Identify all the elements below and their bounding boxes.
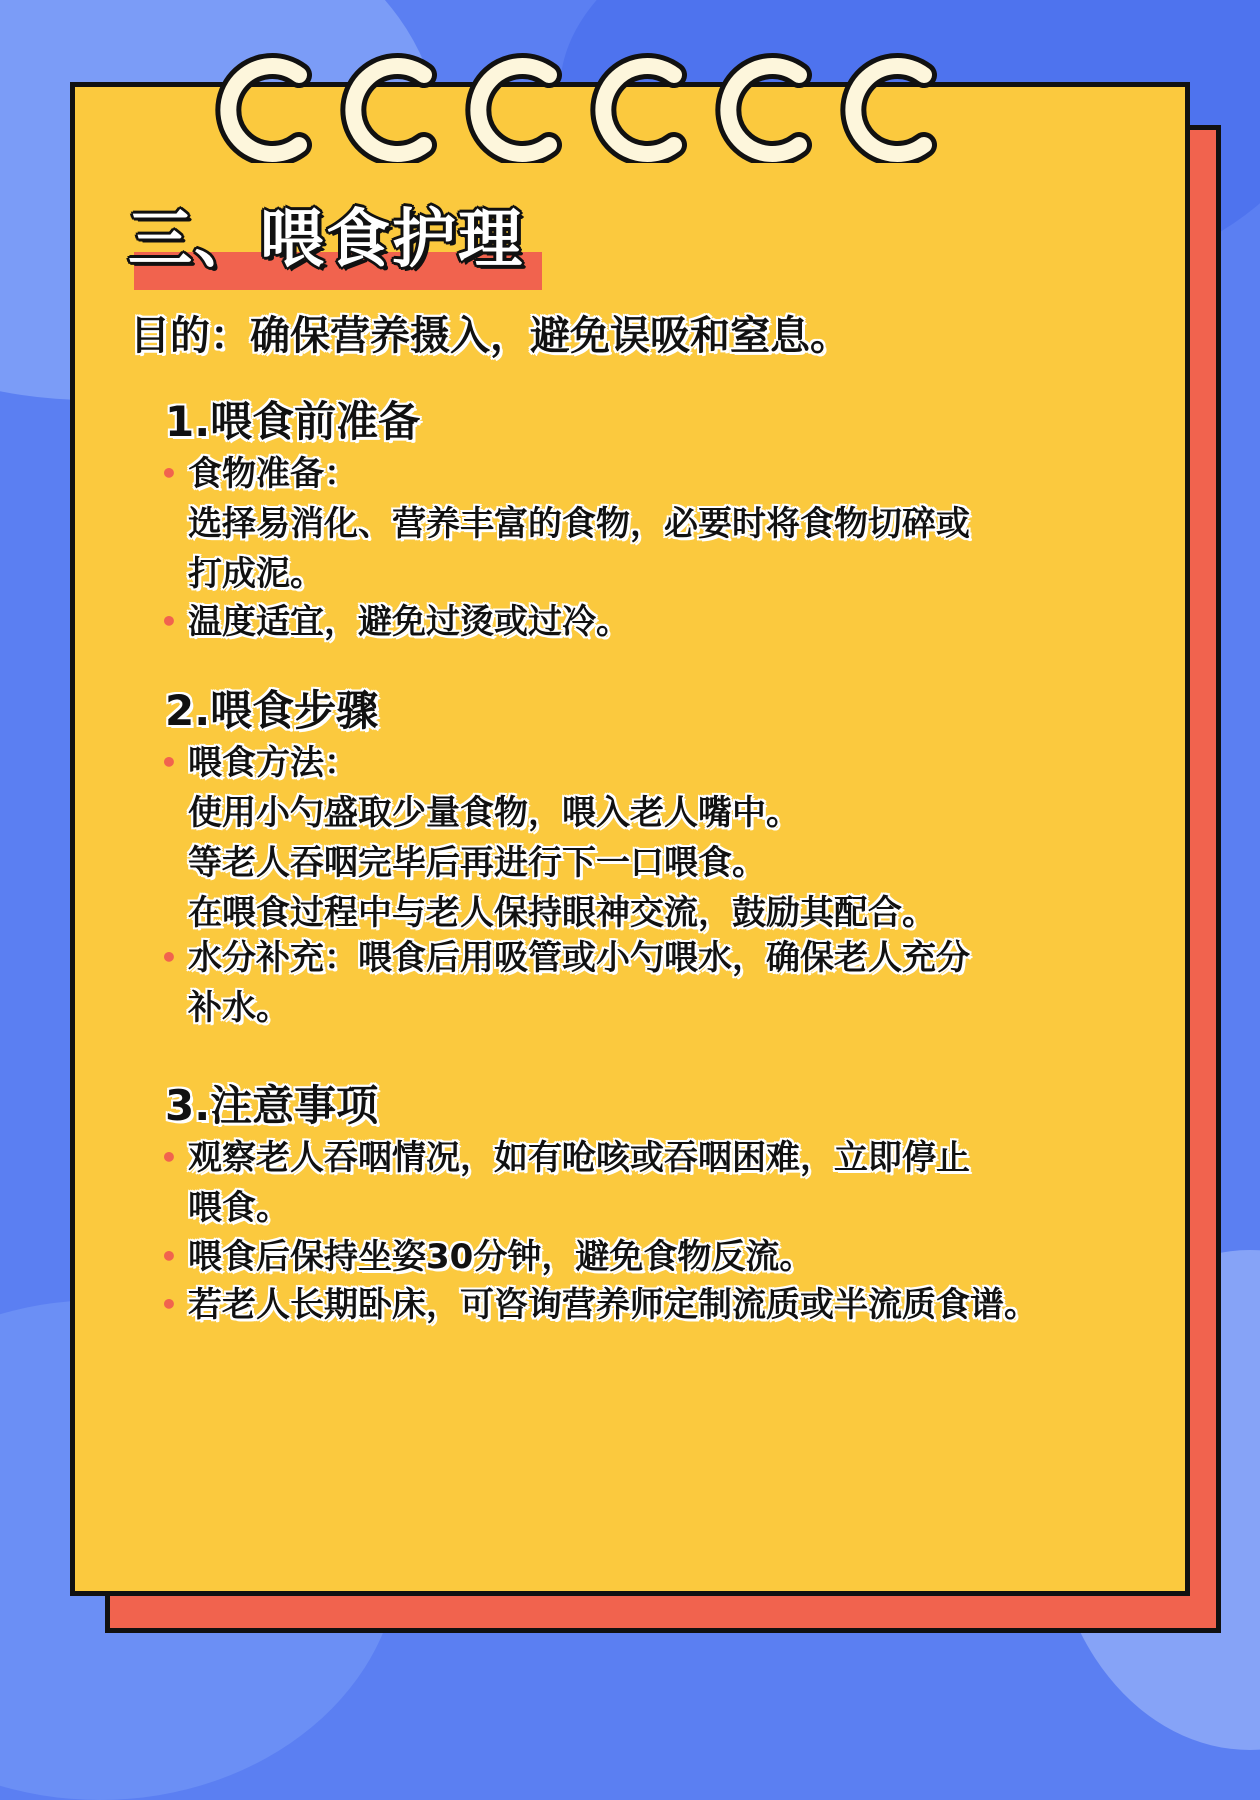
purpose-text: 目的：确保营养摄入，避免误吸和窒息。 bbox=[130, 313, 850, 359]
binder-ring-icon bbox=[715, 45, 823, 163]
section-heading: 1.喂食前准备 bbox=[165, 397, 421, 446]
section-heading: 2.喂食步骤 bbox=[165, 686, 379, 735]
binder-ring-icon bbox=[840, 45, 948, 163]
bullet-dot-icon: • bbox=[160, 746, 178, 779]
binder-ring-icon bbox=[340, 45, 448, 163]
binder-ring-icon bbox=[465, 45, 573, 163]
bullet-dot-icon: • bbox=[160, 605, 178, 638]
bullet-dot-icon: • bbox=[160, 457, 178, 490]
page-title: 三、喂食护理 bbox=[128, 203, 524, 277]
bullet-dot-icon: • bbox=[160, 1288, 178, 1321]
bullet-dot-icon: • bbox=[160, 1141, 178, 1174]
binder-ring-icon bbox=[215, 45, 323, 163]
bullet-dot-icon: • bbox=[160, 1240, 178, 1273]
bullet-dot-icon: • bbox=[160, 941, 178, 974]
binder-ring-icon bbox=[590, 45, 698, 163]
section-heading: 3.注意事项 bbox=[165, 1081, 379, 1130]
page-title-block bbox=[128, 200, 548, 295]
